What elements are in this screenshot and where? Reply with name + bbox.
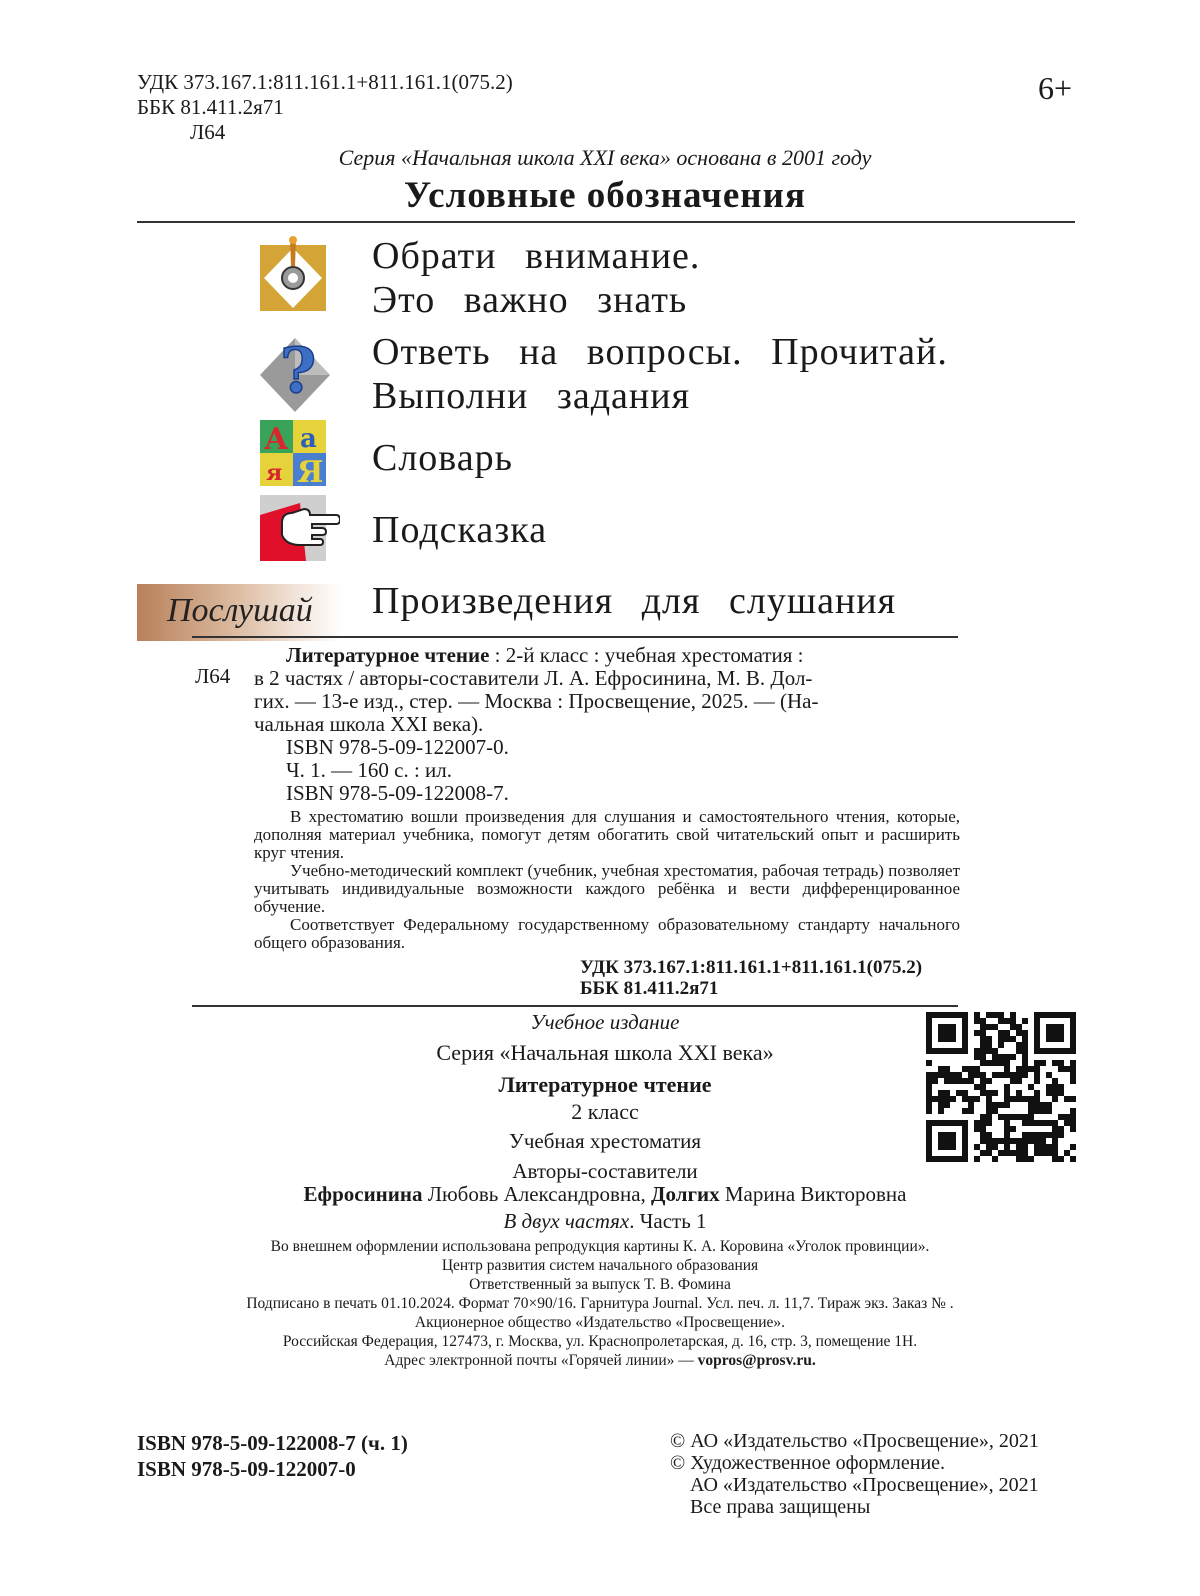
author2-surname: Долгих — [651, 1182, 720, 1206]
biblio-line-1 — [254, 644, 960, 667]
edition-authors-label: Авторы-составители — [512, 1159, 698, 1183]
legend-attention-line1: Обрати внимание. — [372, 235, 701, 277]
colophon-line-1: Во внешнем оформлении использована репродукция картины К. А. Коровина «Уголок провинции». — [270, 1238, 930, 1255]
biblio-title: Литературное чтение — [286, 643, 490, 667]
biblio-isbn-part: ISBN 978-5-09-122008-7. — [286, 781, 509, 805]
edition-parts-rest: . Часть 1 — [629, 1209, 707, 1233]
attention-icon — [260, 236, 326, 311]
edition-title: Литературное чтение — [498, 1072, 712, 1097]
legend-question-line1: Ответь на вопросы. Прочитай. — [372, 331, 948, 373]
legend-hint-text: Подсказка — [372, 509, 548, 551]
copyright-line-3: АО «Издательство «Просвещение», 2021 — [690, 1474, 1039, 1496]
biblio-top-divider — [192, 636, 958, 638]
biblio-line-2: в 2 частях / авторы-составители Л. А. Ефросинина, М. В. Дол- — [254, 666, 813, 690]
isbn-line-1: ISBN 978-5-09-122008-7 (ч. 1) — [137, 1431, 408, 1455]
biblio-title-rest: : 2-й класс : учебная хрестоматия : — [489, 643, 804, 667]
annotation-para-1: В хрестоматию вошли произведения для слушания и самостоятельного чтения, которые, дополняя материал учебника, помогут детям обогатить свой читательский опыт и расширить круг чтения. — [254, 807, 960, 862]
edition-series: Серия «Начальная школа XXI века» — [436, 1040, 774, 1065]
edition-authors — [190, 1182, 1020, 1207]
legend-listen-text: Произведения для слушания — [372, 580, 897, 622]
biblio-part: Ч. 1. — 160 с. : ил. — [286, 758, 453, 782]
edition-parts-italic: В двух частях — [503, 1209, 630, 1233]
qr-code — [926, 1012, 1076, 1162]
copyright-block — [670, 1430, 1039, 1518]
listen-badge — [137, 584, 342, 641]
colophon — [150, 1237, 1050, 1370]
svg-text:я: я — [266, 460, 283, 486]
isbn-line-2: ISBN 978-5-09-122007-0 — [137, 1457, 356, 1481]
biblio-annotation — [254, 808, 960, 952]
copyright-line-2: © Художественное оформление. — [670, 1452, 946, 1474]
header-udk: УДК 373.167.1:811.161.1+811.161.1(075.2) — [137, 70, 513, 94]
edition-kind: Учебная хрестоматия — [508, 1129, 702, 1153]
question-icon — [258, 330, 333, 415]
biblio-udk: УДК 373.167.1:811.161.1+811.161.1(075.2) — [580, 957, 923, 978]
biblio-bottom-divider — [192, 1005, 958, 1007]
series-note: Серия «Начальная школа XXI века» основана в 2001 году — [338, 145, 872, 170]
colophon-line-4: Подписано в печать 01.10.2024. Формат 70×90/16. Гарнитура Journal. Усл. печ. л. 11,7. Тираж экз. Заказ № . — [246, 1295, 954, 1312]
legend-question-text — [372, 330, 948, 418]
colophon-email-label: Адрес электронной почты «Горячей линии» — — [384, 1352, 698, 1369]
annotation-para-2: Учебно-методический комплект (учебник, учебная хрестоматия, рабочая тетрадь) позволяет учитывать индивидуальные возможности каждого ребёнка и вести дифференцированное обучение. — [254, 861, 960, 916]
header-code: Л64 — [190, 120, 226, 144]
copyright-line-1: © АО «Издательство «Просвещение», 2021 — [670, 1430, 1039, 1452]
author1-surname: Ефросинина — [303, 1182, 423, 1206]
colophon-line-5: Акционерное общество «Издательство «Просвещение». — [414, 1314, 786, 1331]
biblio-entry — [254, 644, 960, 805]
author2-name: Марина Викторовна — [719, 1182, 907, 1206]
edition-grade: 2 класс — [571, 1099, 639, 1124]
header-bbk: ББК 81.411.2я71 — [137, 95, 284, 119]
biblio-bbk: ББК 81.411.2я71 — [580, 978, 719, 999]
svg-text:?: ? — [280, 334, 317, 407]
legend-dictionary-text: Словарь — [372, 437, 513, 479]
edition-type: Учебное издание — [530, 1010, 680, 1034]
biblio-udk-block — [580, 957, 922, 999]
colophon-line-2: Центр развития систем начального образования — [441, 1257, 759, 1274]
legend-attention-text — [372, 234, 700, 322]
colophon-line-6: Российская Федерация, 127473, г. Москва, ул. Краснопролетарская, д. 16, стр. 3, помещение 1Н. — [282, 1333, 918, 1350]
isbn-block — [137, 1430, 408, 1482]
biblio-line-4: чальная школа XXI века). — [254, 712, 484, 736]
listen-badge-text: Послушай — [167, 592, 313, 629]
age-rating: 6+ — [1037, 70, 1072, 106]
author1-name: Любовь Александровна, — [422, 1182, 652, 1206]
edition-parts — [190, 1209, 1020, 1234]
svg-text:а: а — [300, 424, 317, 454]
copyright-line-4: Все права защищены — [690, 1496, 871, 1518]
header-udk-block — [137, 70, 513, 145]
biblio-code: Л64 — [195, 664, 231, 688]
legend-attention-line2: Это важно знать — [372, 279, 688, 321]
colophon-email: vopros@prosv.ru. — [697, 1352, 816, 1369]
hint-hand-icon — [260, 495, 340, 561]
annotation-para-3: Соответствует Федеральному государственному образовательному стандарту начального общего образования. — [254, 915, 960, 952]
colophon-line-7 — [150, 1351, 1050, 1370]
colophon-line-3: Ответственный за выпуск Т. В. Фомина — [469, 1276, 731, 1293]
dictionary-icon — [260, 420, 326, 486]
svg-text:А: А — [264, 422, 289, 457]
biblio-line-3: гих. — 13-е изд., стер. — Москва : Просвещение, 2025. — (На- — [254, 689, 819, 713]
legend-divider — [137, 221, 1075, 223]
biblio-isbn-full: ISBN 978-5-09-122007-0. — [286, 735, 509, 759]
legend-title: Условные обозначения — [404, 175, 806, 216]
svg-text:Я: Я — [297, 455, 324, 486]
legend-question-line2: Выполни задания — [372, 375, 691, 417]
